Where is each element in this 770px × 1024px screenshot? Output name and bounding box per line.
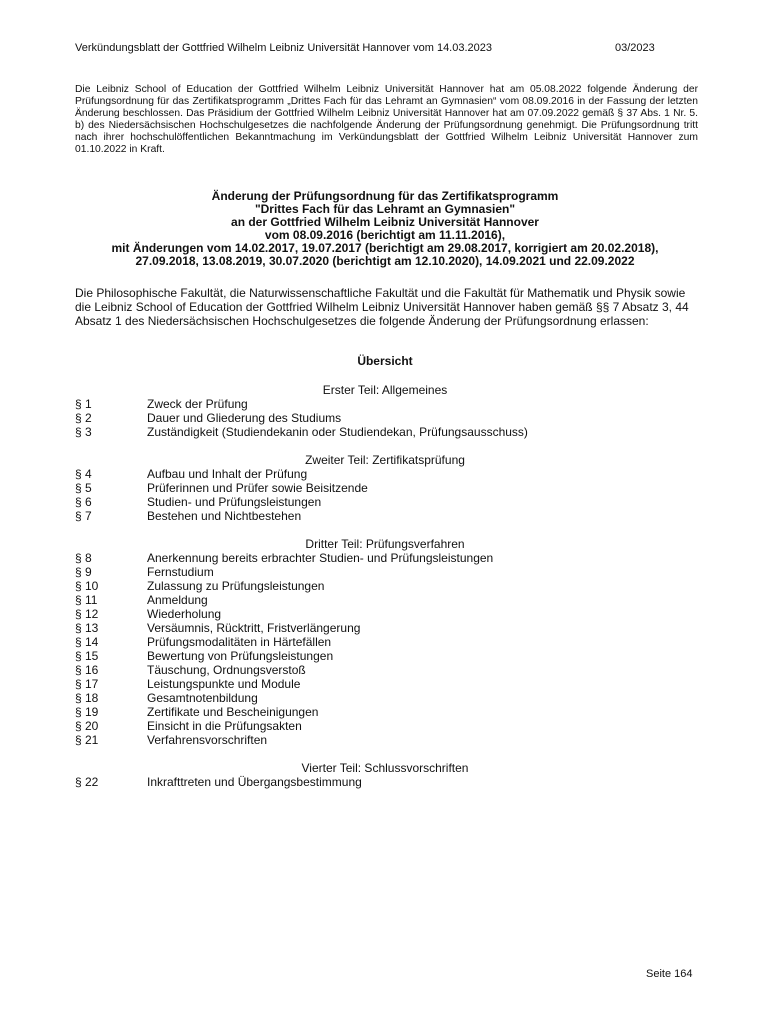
preamble-paragraph: Die Philosophische Fakultät, die Naturwissenschaftliche Fakultät und die Fakultät für Mathematik und Physik sowie die Leibniz School of Education der Gottfried Wilhelm Leibniz Universität Hannover haben gemäß §§ 7 Absatz 3, 44 Absatz 1 des Niedersächsischen Hochschulgesetzes die folgende Änderung der Prüfungsordnung erlassen: bbox=[75, 286, 689, 328]
toc-entry bbox=[75, 705, 695, 719]
toc-part-title: Dritter Teil: Prüfungsverfahren bbox=[305, 537, 465, 551]
toc-entry bbox=[75, 593, 695, 607]
toc-entry-number: § 17 bbox=[75, 677, 99, 691]
toc-entry bbox=[75, 467, 695, 481]
toc-entry-number: § 19 bbox=[75, 705, 99, 719]
toc-entry bbox=[75, 509, 695, 523]
toc-entry-title: Anerkennung bereits erbrachter Studien- und Prüfungsleistungen bbox=[147, 551, 494, 565]
toc-entry-title: Prüferinnen und Prüfer sowie Beisitzende bbox=[147, 481, 368, 495]
title-line: an der Gottfried Wilhelm Leibniz Universität Hannover bbox=[231, 215, 539, 229]
header-publication: Verkündungsblatt der Gottfried Wilhelm Leibniz Universität Hannover vom 14.03.2023 bbox=[75, 42, 493, 54]
toc-entry bbox=[75, 719, 695, 733]
toc-entry bbox=[75, 677, 695, 691]
toc-entry-title: Leistungspunkte und Module bbox=[147, 677, 301, 691]
toc-entry bbox=[75, 621, 695, 635]
toc-entry-title: Versäumnis, Rücktritt, Fristverlängerung bbox=[147, 621, 361, 635]
toc-entry-title: Zuständigkeit (Studiendekanin oder Studiendekan, Prüfungsausschuss) bbox=[147, 425, 528, 439]
title-line: "Drittes Fach für das Lehramt an Gymnasien" bbox=[254, 202, 516, 216]
toc-entry-number: § 5 bbox=[75, 481, 92, 495]
table-of-contents bbox=[75, 354, 695, 803]
toc-entry bbox=[75, 733, 695, 747]
toc-entry-title: Dauer und Gliederung des Studiums bbox=[147, 411, 342, 425]
title-line: mit Änderungen vom 14.02.2017, 19.07.2017 (berichtigt am 29.08.2017, korrigiert am 20.02.2018), bbox=[111, 241, 659, 255]
toc-entry-number: § 7 bbox=[75, 509, 92, 523]
title-line: 27.09.2018, 13.08.2019, 30.07.2020 (berichtigt am 12.10.2020), 14.09.2021 und 22.09.2022 bbox=[135, 254, 635, 268]
toc-entry bbox=[75, 397, 695, 411]
toc-entry bbox=[75, 425, 695, 439]
toc-entry-number: § 6 bbox=[75, 495, 92, 509]
toc-part bbox=[75, 453, 695, 523]
header-issue-number: 03/2023 bbox=[615, 42, 655, 54]
toc-entry bbox=[75, 551, 695, 565]
toc-entry-title: Zulassung zu Prüfungsleistungen bbox=[147, 579, 325, 593]
toc-entry-number: § 9 bbox=[75, 565, 92, 579]
toc-entry-title: Inkrafttreten und Übergangsbestimmung bbox=[147, 775, 362, 789]
title-line: Änderung der Prüfungsordnung für das Zertifikatsprogramm bbox=[211, 189, 559, 203]
toc-entry bbox=[75, 411, 695, 425]
toc-part bbox=[75, 537, 695, 747]
toc-entry-number: § 11 bbox=[75, 593, 98, 607]
toc-part bbox=[75, 761, 695, 789]
toc-entry-number: § 12 bbox=[75, 607, 99, 621]
toc-entry bbox=[75, 607, 695, 621]
toc-entry-title: Zweck der Prüfung bbox=[147, 397, 248, 411]
toc-part-title: Zweiter Teil: Zertifikatsprüfung bbox=[305, 453, 465, 467]
toc-entry-number: § 15 bbox=[75, 649, 99, 663]
toc-entry-number: § 4 bbox=[75, 467, 92, 481]
toc-entry-number: § 3 bbox=[75, 425, 92, 439]
toc-entry bbox=[75, 649, 695, 663]
toc-entry-title: Verfahrensvorschriften bbox=[147, 733, 268, 747]
toc-entry-title: Täuschung, Ordnungsverstoß bbox=[147, 663, 306, 677]
document-title bbox=[75, 190, 695, 268]
toc-part-title: Erster Teil: Allgemeines bbox=[322, 383, 448, 397]
toc-entry-number: § 1 bbox=[75, 397, 92, 411]
toc-entry-title: Prüfungsmodalitäten in Härtefällen bbox=[147, 635, 332, 649]
toc-entry bbox=[75, 775, 695, 789]
toc-entry-title: Wiederholung bbox=[147, 607, 222, 621]
toc-entry bbox=[75, 565, 695, 579]
toc-entry-title: Anmeldung bbox=[147, 593, 208, 607]
toc-entry-number: § 2 bbox=[75, 411, 92, 425]
toc-entry-number: § 13 bbox=[75, 621, 99, 635]
title-line: vom 08.09.2016 (berichtigt am 11.11.2016), bbox=[264, 228, 506, 242]
toc-heading: Übersicht bbox=[357, 354, 413, 368]
toc-entry-title: Studien- und Prüfungsleistungen bbox=[147, 495, 322, 509]
toc-entry-number: § 22 bbox=[75, 775, 99, 789]
toc-entry bbox=[75, 481, 695, 495]
toc-entry-number: § 8 bbox=[75, 551, 92, 565]
toc-entry-title: Bewertung von Prüfungsleistungen bbox=[147, 649, 334, 663]
toc-entry-number: § 16 bbox=[75, 663, 99, 677]
toc-entry bbox=[75, 495, 695, 509]
toc-parts bbox=[75, 383, 695, 789]
toc-entry-number: § 10 bbox=[75, 579, 99, 593]
intro-paragraph: Die Leibniz School of Education der Gottfried Wilhelm Leibniz Universität Hannover hat am 05.08.2022 folgende Änderung der Prüfungsordnung für das Zertifikatsprogramm „Drittes Fach für das Lehramt an Gymnasien“ vom 08.09.2016 in der Fassung der letzten Änderung beschlossen. Das Präsidium der Gottfried Wilhelm Leibniz Universität Hannover hat am 07.09.2022 gemäß § 37 Abs. 1 Nr. 5. b) des Niedersächsischen Hochschulgesetzes die nachfolgende Änderung der Prüfungsordnung genehmigt. Die Prüfungsordnung tritt nach ihrer hochschulöffentlichen Bekanntmachung im Verkündungsblatt der Gottfried Wilhelm Leibniz Universität Hannover zum 01.10.2022 in Kraft. bbox=[75, 84, 698, 155]
toc-entry bbox=[75, 635, 695, 649]
toc-entry bbox=[75, 663, 695, 677]
toc-entry bbox=[75, 691, 695, 705]
toc-part bbox=[75, 383, 695, 439]
toc-part-title: Vierter Teil: Schlussvorschriften bbox=[301, 761, 469, 775]
toc-entry-number: § 18 bbox=[75, 691, 99, 705]
toc-entry bbox=[75, 579, 695, 593]
toc-entry-title: Einsicht in die Prüfungsakten bbox=[147, 719, 302, 733]
toc-entry-number: § 21 bbox=[75, 733, 99, 747]
toc-entry-number: § 14 bbox=[75, 635, 99, 649]
toc-entry-title: Aufbau und Inhalt der Prüfung bbox=[147, 467, 308, 481]
page-number: Seite 164 bbox=[646, 968, 693, 980]
toc-entry-number: § 20 bbox=[75, 719, 99, 733]
toc-entry-title: Zertifikate und Bescheinigungen bbox=[147, 705, 319, 719]
toc-entry-title: Bestehen und Nichtbestehen bbox=[147, 509, 302, 523]
toc-entry-title: Fernstudium bbox=[147, 565, 214, 579]
toc-entry-title: Gesamtnotenbildung bbox=[147, 691, 258, 705]
